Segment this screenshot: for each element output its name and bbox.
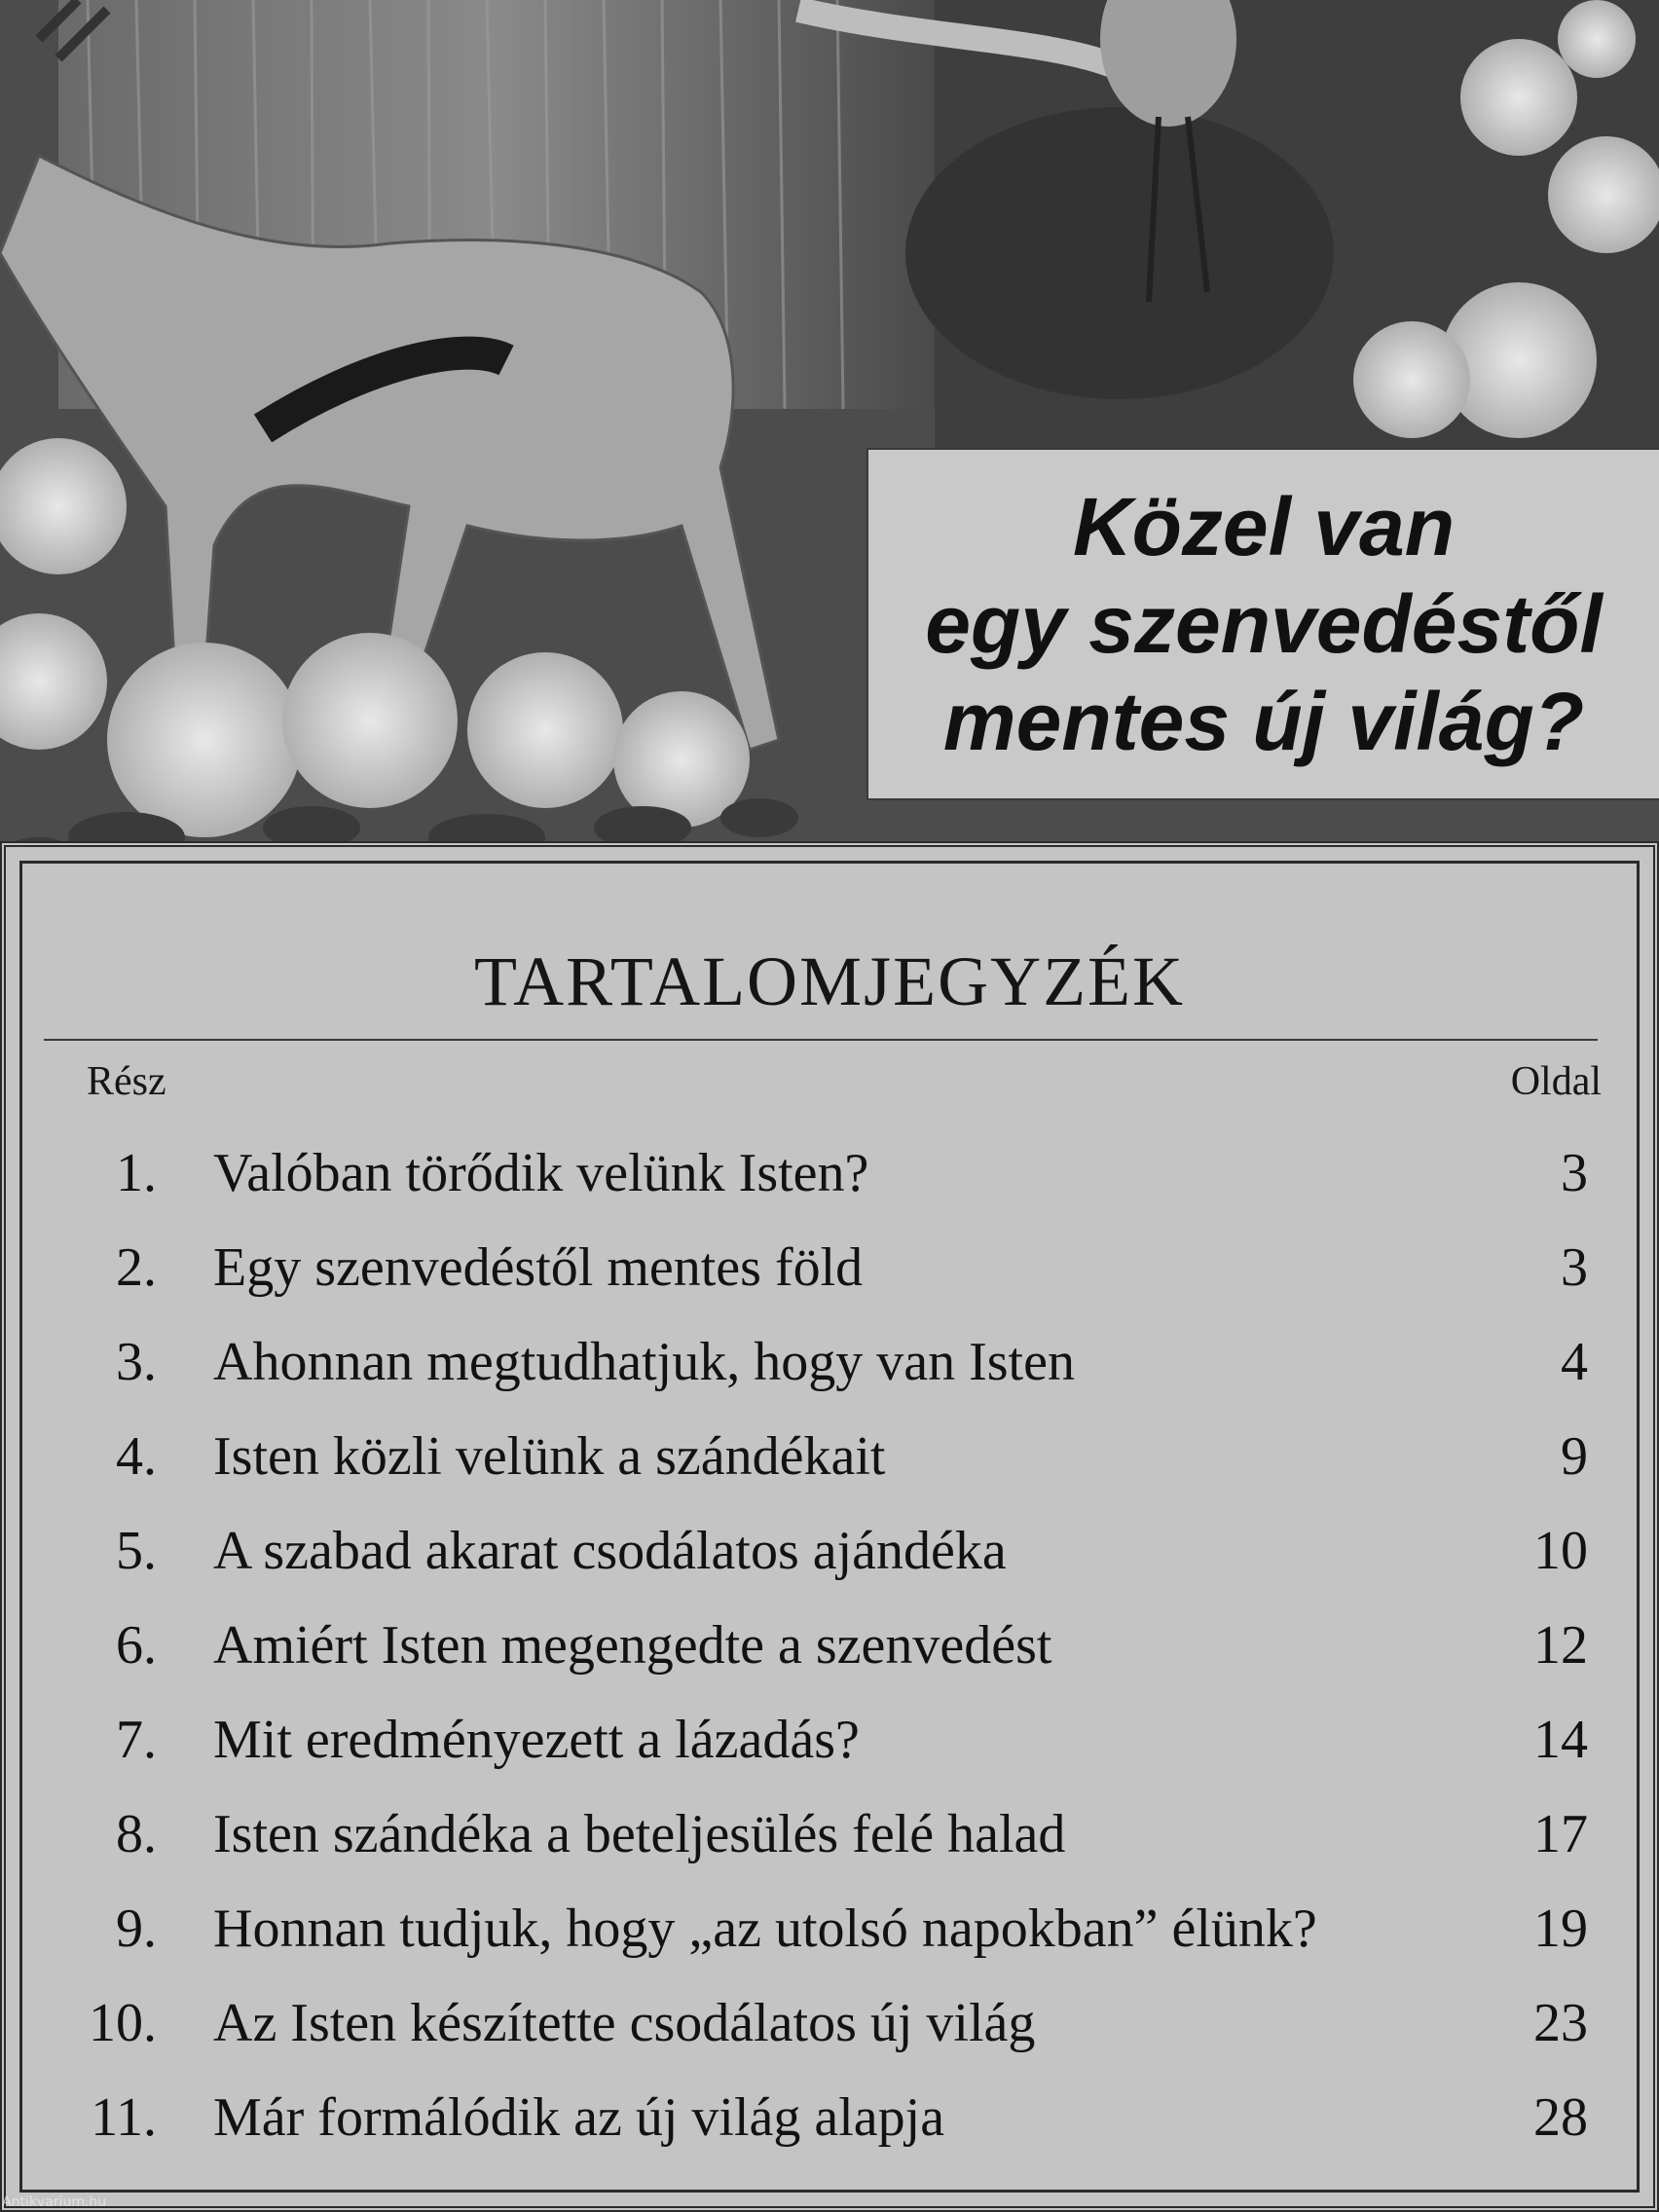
toc-heading: TARTALOMJEGYZÉK xyxy=(473,942,1186,1020)
toc-entry xyxy=(22,1315,1637,1410)
toc-inner-border xyxy=(19,861,1640,2193)
toc-entry-number: 9. xyxy=(116,1899,157,1959)
toc-entry-page: 9 xyxy=(1561,1426,1588,1487)
toc-page-label: Oldal xyxy=(1510,1059,1602,1104)
toc-entry xyxy=(22,1126,1637,1221)
toc-entry-number: 2. xyxy=(116,1237,157,1298)
toc-entry-number: 5. xyxy=(116,1521,157,1581)
toc-entry-page: 12 xyxy=(1533,1615,1588,1676)
toc-entry-number: 10. xyxy=(89,1993,157,2053)
toc-entry-page: 4 xyxy=(1561,1332,1588,1392)
toc-entry-page: 3 xyxy=(1561,1237,1588,1298)
toc-entry-title: Az Isten készítette csodálatos új világ xyxy=(213,1993,1036,2053)
table-of-contents xyxy=(0,841,1659,2212)
toc-entry-page: 19 xyxy=(1533,1899,1588,1959)
toc-entry-number: 3. xyxy=(116,1332,157,1392)
toc-entry-number: 6. xyxy=(116,1615,157,1676)
cover-title-box xyxy=(866,448,1659,800)
toc-divider xyxy=(44,1039,1598,1041)
toc-entry-title: Amiért Isten megengedte a szenvedést xyxy=(213,1615,1052,1676)
toc-entry-title: Isten közli velünk a szándékait xyxy=(213,1426,886,1487)
toc-entry xyxy=(22,1504,1637,1599)
toc-entry-title: A szabad akarat csodálatos ajándéka xyxy=(213,1521,1007,1581)
toc-entry-number: 11. xyxy=(91,2087,157,2148)
toc-entry xyxy=(22,1882,1637,1976)
toc-entry-page: 23 xyxy=(1533,1993,1588,2053)
toc-entry xyxy=(22,1599,1637,1693)
toc-entry xyxy=(22,2071,1637,2165)
cover-title-line-1: Közel van xyxy=(1072,481,1456,572)
toc-entry-number: 8. xyxy=(116,1804,157,1864)
toc-entry-number: 7. xyxy=(116,1710,157,1770)
toc-entry-number: 4. xyxy=(116,1426,157,1487)
toc-entry xyxy=(22,1221,1637,1315)
toc-entry xyxy=(22,1693,1637,1788)
toc-entry-title: Honnan tudjuk, hogy „az utolsó napokban” élünk? xyxy=(213,1899,1317,1959)
toc-part-label: Rész xyxy=(87,1059,166,1104)
toc-entry-title: Valóban törődik velünk Isten? xyxy=(213,1143,869,1203)
toc-entry-page: 14 xyxy=(1533,1710,1588,1770)
toc-entry-page: 3 xyxy=(1561,1143,1588,1203)
toc-entry-number: 1. xyxy=(116,1143,157,1203)
watermark: Antikvarium.hu xyxy=(2,2194,107,2210)
toc-entry-title: Ahonnan megtudhatjuk, hogy van Isten xyxy=(213,1332,1075,1392)
cover-title-line-3: mentes új világ? xyxy=(942,676,1585,767)
toc-entry-page: 17 xyxy=(1533,1804,1588,1864)
toc-entry-page: 28 xyxy=(1533,2087,1588,2148)
toc-entry-title: Isten szándéka a beteljesülés felé halad xyxy=(213,1804,1066,1864)
toc-list xyxy=(22,1126,1637,2165)
cover-title-line-2: egy szenvedéstől xyxy=(925,578,1603,670)
toc-entry-title: Mit eredményezett a lázadás? xyxy=(213,1710,860,1770)
toc-entry xyxy=(22,1410,1637,1504)
toc-entry-title: Már formálódik az új világ alapja xyxy=(213,2087,945,2148)
toc-entry-title: Egy szenvedéstől mentes föld xyxy=(213,1237,864,1298)
toc-entry xyxy=(22,1976,1637,2071)
toc-entry-page: 10 xyxy=(1533,1521,1588,1581)
toc-entry xyxy=(22,1788,1637,1882)
